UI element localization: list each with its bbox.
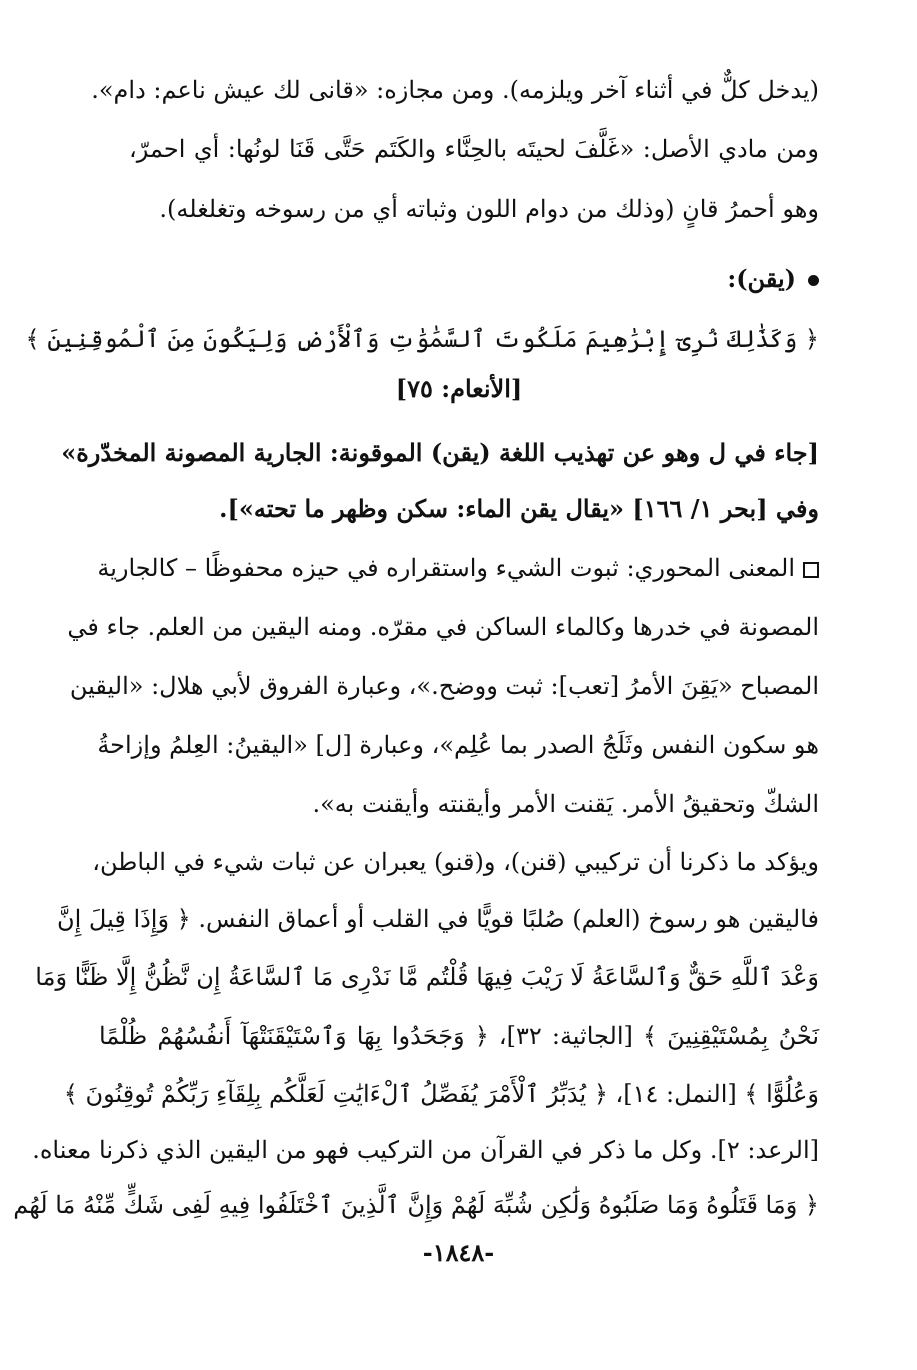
quran-verse: ﴿ وَكَذَٰلِكَ نُرِىٓ إِبْرَٰهِيمَ مَلَكُوتَ ٱلسَّمَٰوَٰتِ وَٱلْأَرْضِ وَلِيَكُونَ مِنَ ٱلْمُوقِنِينَ ﴾: [25, 325, 819, 353]
bullet-icon: [808, 275, 819, 286]
page-number: -١٨٤٨-: [422, 1238, 495, 1267]
text-line-18: وَعُلُوًّا ﴾ [النمل: ١٤]، ﴿ يُدَبِّرُ ٱلْأَمْرَ يُفَصِّلُ ٱلْءَايَٰتِ لَعَلَّكُم بِلِقَآءِ رَبِّكُمْ تُوقِنُونَ ﴾: [63, 1080, 819, 1108]
core-meaning-text: المعنى المحوري: ثبوت الشيء واستقراره في حيزه محفوظًا – كالجارية: [97, 554, 795, 582]
text-line-10: المصونة في خدرها وكالماء الساكن في مقرّه. ومنه اليقين من العلم. جاء في: [67, 613, 819, 641]
text-line-12: هو سكون النفس وثَلَجُ الصدر بما عُلِم»، وعبارة [ل] «اليقينُ: العِلمُ وإزاحةُ: [97, 731, 819, 759]
text-line-2: ومن مادي الأصل: «غَلَّفَ لحيتَه بالحِنَّاء والكَتَم حَتَّى قَنَا لونُها: أي احمرّ،: [129, 135, 819, 163]
text-line-14: ويؤكد ما ذكرنا أن تركيبي (قنن)، و(قنو) يعبران عن ثبات شيء في الباطن،: [92, 848, 819, 876]
entry-heading-label: (يقن):: [727, 264, 796, 293]
text-line-16: وَعْدَ ٱللَّهِ حَقٌّ وَٱلسَّاعَةُ لَا رَيْبَ فِيهَا قُلْتُم مَّا نَدْرِى مَا ٱلسَّاعَةُ إِن نَّظُنُّ إِلَّا ظَنًّا وَمَا: [35, 963, 819, 991]
text-line-19: [الرعد: ٢]. وكل ما ذكر في القرآن من التركيب فهو من اليقين الذي ذكرنا معناه.: [32, 1136, 819, 1164]
text-line-20: ﴿ وَمَا قَتَلُوهُ وَمَا صَلَبُوهُ وَلَٰكِن شُبِّهَ لَهُمْ وَإِنَّ ٱلَّذِينَ ٱخْتَلَفُوا فِيهِ لَفِى شَكٍّ مِّنْهُ مَا لَهُم: [13, 1191, 819, 1219]
verse-citation: [الأنعام: ٧٥]: [395, 374, 523, 403]
text-line-13: الشكّ وتحقيقُ الأمر. يَقنت الأمر وأيقنته وأيقنت به».: [312, 790, 819, 818]
text-line-3: وهو أحمرُ قانٍ (وذلك من دوام اللون وثباته أي من رسوخه وتغلغله).: [159, 195, 819, 223]
text-line-17: نَحْنُ بِمُسْتَيْقِنِينَ ﴾ [الجاثية: ٣٢]، ﴿ وَجَحَدُوا بِهَا وَٱسْتَيْقَنَتْهَآ أَنفُسُهُمْ ظُلْمًا: [99, 1022, 820, 1050]
text-line-15: فاليقين هو رسوخ (العلم) صُلبًا قويًّا في القلب أو أعماق النفس. ﴿ وَإِذَا قِيلَ إِنَّ: [57, 905, 819, 933]
text-line-1: (يدخل كلٌّ في أثناء آخر ويلزمه). ومن مجازه: «قانى لك عيش ناعم: دام».: [91, 76, 819, 104]
square-box-icon: [803, 562, 819, 578]
core-meaning-line: [99, 551, 819, 585]
text-line-7: [جاء في ل وهو عن تهذيب اللغة (يقن) الموقونة: الجارية المصونة المخدّرة»: [61, 438, 819, 467]
text-line-8: وفي [بحر ١/ ١٦٦] «يقال يقن الماء: سكن وظهر ما تحته»].: [219, 494, 819, 523]
text-line-11: المصباح «يَقِنَ الأمرُ [تعب]: ثبت ووضح.»، وعبارة الفروق لأبي هلال: «اليقين: [69, 672, 819, 700]
entry-heading: [99, 262, 819, 296]
